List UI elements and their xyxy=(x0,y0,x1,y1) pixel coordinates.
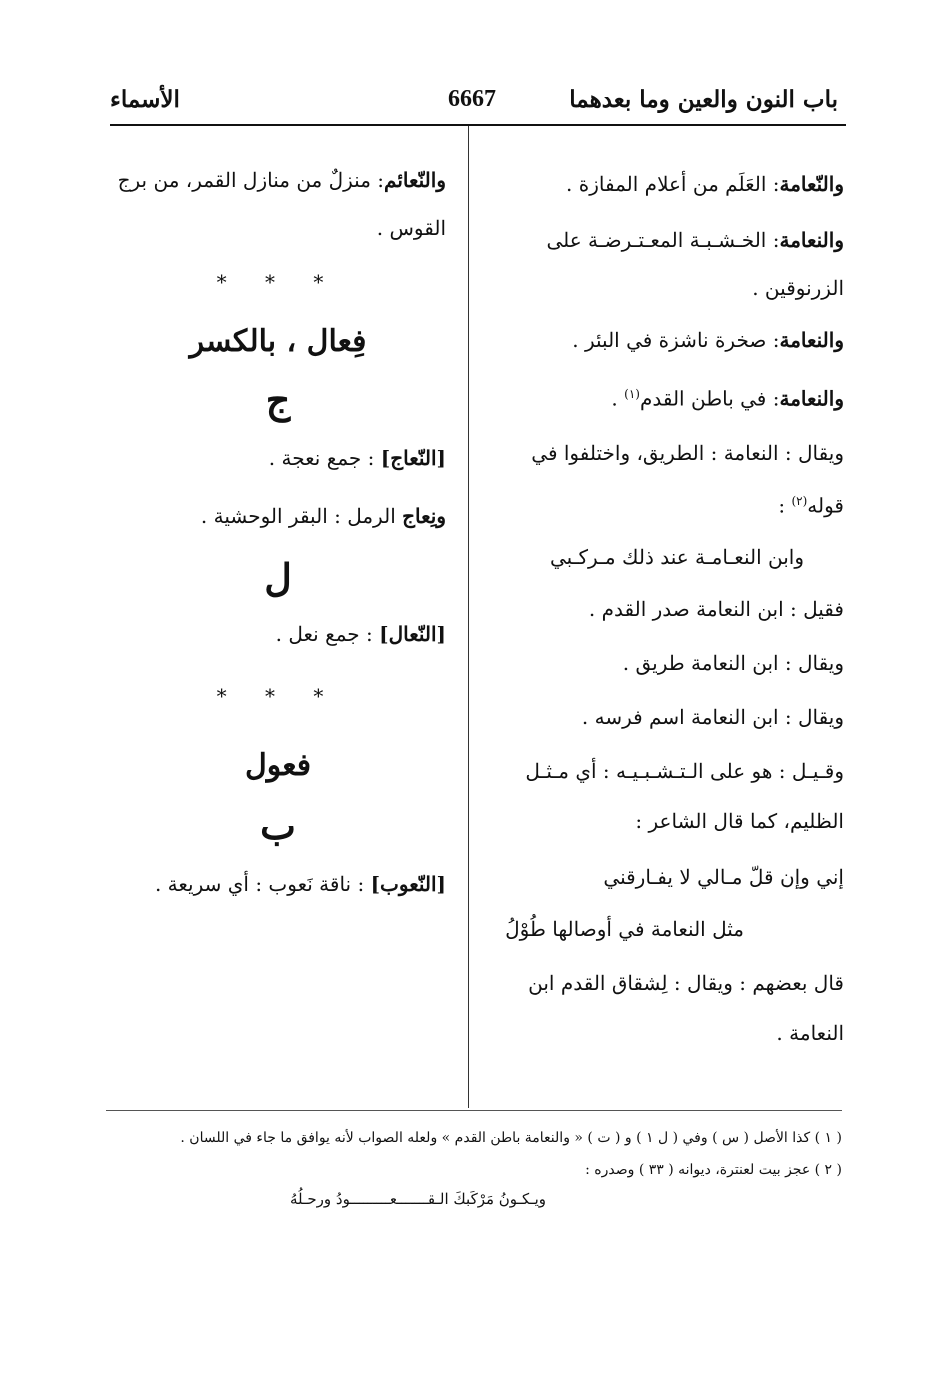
entry: [النّعوب] : ناقة نَعوب : أي سريعة . xyxy=(154,872,446,896)
separator-stars: * * * xyxy=(216,684,340,708)
section-heading: فعول xyxy=(244,748,312,783)
footnote-ref: (١) xyxy=(624,387,640,401)
separator-stars: * * * xyxy=(216,270,340,294)
entry: وقـيـل : هو على الـتـشـبـيـه : أي مـثـل xyxy=(525,759,844,784)
right-column xyxy=(484,0,844,1047)
left-column xyxy=(110,0,446,898)
footnote-rule xyxy=(106,1110,842,1111)
entry-cont: الزرنوقين . xyxy=(752,276,844,300)
entry: والنعامة: الخـشـبـة المعـتـرضـة على xyxy=(546,228,844,252)
entry: والنّعامة: العَلَم من أعلام المفازة . xyxy=(566,172,844,196)
entry: [النّعال] : جمع نعل . xyxy=(275,622,446,646)
entry: [النّعاج] : جمع نعجة . xyxy=(268,446,446,470)
section-heading: فِعال ، بالكسر xyxy=(189,324,367,359)
entry: قال بعضهم : ويقال : لِشقاق القدم ابن xyxy=(528,971,844,996)
entry-cont: قوله$^{(٢)}$ : xyxy=(778,493,844,518)
running-head-chapter: باب النون والعين وما بعدهما xyxy=(569,86,838,113)
footnote-2: ( ٢ ) عجز بيت لعنترة، ديوانه ( ٣٣ ) وصدره : xyxy=(585,1162,842,1178)
entry-cont: القوس . xyxy=(376,216,446,240)
entry: والنعامة: صخرة ناشزة في البئر . xyxy=(572,328,844,352)
letter-heading: ب xyxy=(260,803,296,848)
entry: والنّعائم: منزلٌ من منازل القمر، من برج xyxy=(117,168,446,192)
page-number: 6667 xyxy=(448,86,496,112)
column-divider xyxy=(468,126,469,1108)
entry-cont: النعامة . xyxy=(776,1021,844,1046)
entry: ونِعاج الرمل : البقر الوحشية . xyxy=(200,504,446,528)
entry: والنعامة: في باطن القدم$^{(١)}$ . xyxy=(611,386,844,411)
footnotes xyxy=(102,1126,842,1182)
footnote-ref: (٢) xyxy=(791,493,808,508)
entry: ويقال : النعامة : الطريق، واختلفوا في xyxy=(531,440,844,465)
running-head-section: الأسماء xyxy=(110,86,180,113)
entry: فقيل : ابن النعامة صدر القدم . xyxy=(588,597,844,622)
footnote-1: ( ١ ) كذا الأصل ( س ) وفي ( ل ١ ) و ( ت ) « والنعامة باطن القدم » ولعله الصواب لأنه يوافق ما جاء في اللسان . xyxy=(180,1130,842,1146)
letter-heading: ل xyxy=(264,555,292,600)
entry: ويقال : ابن النعامة اسم فرسه . xyxy=(581,705,844,730)
verse-line: وابن النعـامـة عند ذلك مـركـبي xyxy=(549,545,804,570)
entry-cont: الظليم، كما قال الشاعر : xyxy=(635,809,844,834)
verse-line: مثل النعامة في أوصالها طُوْلُ xyxy=(505,917,744,942)
entry: ويقال : ابن النعامة طريق . xyxy=(622,651,844,676)
footnote-verse: ويـكـونُ مَرْكَبكَ الـقـــــــعـــــــــودُ ورحـلُهُ xyxy=(290,1190,547,1208)
verse-line: إني وإن قلّ مـالي لا يفـارقني xyxy=(603,865,844,890)
letter-heading: ج xyxy=(265,377,291,422)
